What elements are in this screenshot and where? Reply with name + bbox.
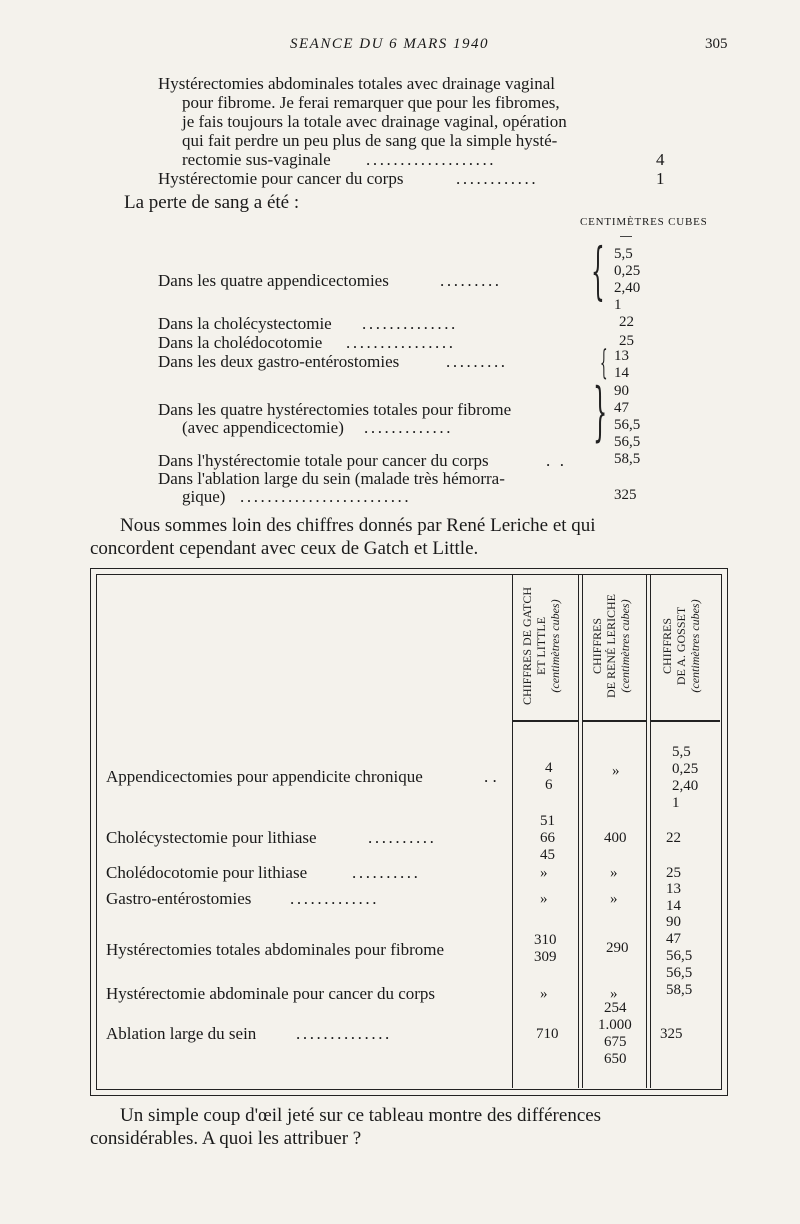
paragraph-1-line-1: Nous sommes loin des chiffres donnés par René Leriche et qui: [120, 515, 596, 536]
intro-line-6: Hystérectomie pour cancer du corps: [158, 169, 404, 188]
unit-rule: [620, 236, 632, 237]
loss-label-sein-2: gique): [182, 487, 226, 506]
brace-right: }: [593, 375, 608, 449]
loss-value: 58,5: [614, 451, 641, 467]
table-cell: 14: [666, 898, 681, 914]
dot-leader: .........................: [240, 487, 412, 506]
column-header-line: (centimètres cubes): [618, 599, 632, 693]
row-label-cholecystectomie: Cholécystectomie pour lithiase: [106, 828, 317, 847]
table-cell: 5,5: [672, 744, 691, 760]
table-cell: 4: [545, 760, 553, 776]
column-divider: [582, 574, 583, 1088]
row-label-appendicectomies: Appendicectomies pour appendicite chronique: [106, 767, 423, 786]
loss-label-appendicectomies: Dans les quatre appendicectomies: [158, 271, 389, 290]
intro-line-1: Hystérectomies abdominales totales avec drainage vaginal: [158, 74, 555, 93]
loss-label-gastro: Dans les deux gastro-entérostomies: [158, 352, 400, 371]
table-cell: 309: [534, 949, 557, 965]
loss-label-cancer: Dans l'hystérectomie totale pour cancer du corps: [158, 451, 489, 470]
brace-left: {: [591, 234, 605, 307]
table-cell: 290: [606, 940, 629, 956]
table-cell: 400: [604, 830, 627, 846]
column-header-line: CHIFFRES: [660, 617, 674, 675]
dot-leader: . .: [484, 767, 497, 786]
loss-value: 14: [614, 365, 629, 381]
table-cell: 56,5: [666, 948, 693, 964]
column-header-leriche: [590, 576, 632, 716]
row-label-gastro: Gastro-entérostomies: [106, 889, 252, 908]
table-cell: 13: [666, 881, 681, 897]
table-cell: »: [610, 891, 618, 907]
loss-value: 325: [614, 487, 637, 503]
loss-value: 47: [614, 400, 629, 416]
table-cell: 90: [666, 914, 681, 930]
table-cell: 0,25: [672, 761, 699, 777]
intro-line-2: pour fibrome. Je ferai remarquer que pour les fibromes,: [182, 93, 560, 112]
loss-value: 0,25: [614, 263, 641, 279]
dot-leader: ............: [456, 169, 539, 188]
loss-value: 22: [619, 314, 634, 330]
paragraph-2-line-1: Un simple coup d'œil jeté sur ce tableau montre des différences: [120, 1105, 602, 1126]
table-cell: 650: [604, 1051, 627, 1067]
dot-leader: .............: [290, 889, 380, 908]
paragraph-2-line-2: considérables. A quoi les attribuer ?: [90, 1128, 362, 1149]
dot-leader: .........: [440, 271, 502, 290]
column-header-gatch: [520, 576, 562, 716]
column-divider: [512, 574, 513, 1088]
column-header-line: ET LITTLE: [534, 616, 548, 676]
loss-label-choledocotomie: Dans la cholédocotomie: [158, 333, 323, 352]
loss-value: 56,5: [614, 417, 641, 433]
page-number: 305: [705, 36, 728, 52]
loss-value: 2,40: [614, 280, 641, 296]
table-cell: 254: [604, 1000, 627, 1016]
brace-left: {: [600, 343, 608, 383]
table-cell: 1: [672, 795, 680, 811]
table-cell: »: [610, 865, 618, 881]
table-cell: »: [612, 763, 620, 779]
column-header-gosset: [660, 576, 702, 716]
column-divider: [646, 574, 647, 1088]
loss-label-sein-1: Dans l'ablation large du sein (malade très hémorra-: [158, 469, 505, 488]
table-cell: 56,5: [666, 965, 693, 981]
dot-leader: ...................: [366, 150, 497, 169]
row-label-hysterectomies: Hystérectomies totales abdominales pour fibrome: [106, 940, 445, 959]
table-cell: 6: [545, 777, 553, 793]
header-rule: [650, 720, 720, 722]
table-cell: 51: [540, 813, 555, 829]
header-rule: [582, 720, 646, 722]
table-cell: »: [540, 986, 548, 1002]
header-rule: [512, 720, 578, 722]
dot-leader: . .: [546, 451, 567, 470]
table-cell: 710: [536, 1026, 559, 1042]
loss-label-cholecystectomie: Dans la cholécystectomie: [158, 314, 332, 333]
paragraph-1-line-2: concordent cependant avec ceux de Gatch et Little.: [90, 538, 479, 559]
loss-heading: La perte de sang a été :: [124, 192, 300, 213]
table-cell: 325: [660, 1026, 683, 1042]
intro-value-1: 4: [656, 150, 665, 169]
table-cell: »: [540, 865, 548, 881]
column-header-line: DE RENÉ LERICHE: [604, 594, 618, 698]
row-label-cancer: Hystérectomie abdominale pour cancer du corps: [106, 984, 436, 1003]
table-cell: 675: [604, 1034, 627, 1050]
unit-header: CENTIMÈTRES CUBES: [580, 216, 708, 228]
row-label-sein: Ablation large du sein: [106, 1024, 257, 1043]
table-cell: 45: [540, 847, 555, 863]
loss-value: 90: [614, 383, 629, 399]
table-cell: »: [540, 891, 548, 907]
table-cell: 310: [534, 932, 557, 948]
loss-value: 1: [614, 297, 622, 313]
table-cell: 2,40: [672, 778, 699, 794]
intro-line-5: rectomie sus-vaginale: [182, 150, 331, 169]
dot-leader: ..........: [352, 863, 421, 882]
table-cell: 47: [666, 931, 681, 947]
loss-label-hysterectomies-1: Dans les quatre hystérectomies totales pour fibrome: [158, 400, 512, 419]
dot-leader: ..........: [368, 828, 437, 847]
loss-value: 56,5: [614, 434, 641, 450]
loss-value: 5,5: [614, 246, 633, 262]
column-divider: [578, 574, 579, 1088]
dot-leader: ..............: [362, 314, 458, 333]
column-header-line: (centimètres cubes): [688, 599, 702, 693]
table-cell: 22: [666, 830, 681, 846]
intro-line-4: qui fait perdre un peu plus de sang que la simple hysté-: [182, 131, 558, 150]
row-label-choledocotomie: Cholédocotomie pour lithiase: [106, 863, 308, 882]
table-cell: 58,5: [666, 982, 693, 998]
intro-value-2: 1: [656, 169, 665, 188]
table-cell: 25: [666, 865, 681, 881]
table-cell: 1.000: [598, 1017, 632, 1033]
column-header-line: CHIFFRES: [590, 617, 604, 675]
column-divider: [650, 574, 651, 1088]
dot-leader: .........: [446, 352, 508, 371]
dot-leader: ..............: [296, 1024, 392, 1043]
loss-value: 13: [614, 348, 629, 364]
column-header-line: CHIFFRES DE GATCH: [520, 586, 534, 706]
column-header-line: (centimètres cubes): [548, 599, 562, 693]
column-header-line: DE A. GOSSET: [674, 606, 688, 686]
loss-label-hysterectomies-2: (avec appendicectomie): [182, 418, 344, 437]
dot-leader: .............: [364, 418, 454, 437]
table-cell: 66: [540, 830, 555, 846]
loss-value: 25: [619, 333, 634, 349]
dot-leader: ................: [346, 333, 456, 352]
intro-line-3: je fais toujours la totale avec drainage vaginal, opération: [182, 112, 567, 131]
table-cell: »: [610, 986, 618, 1002]
running-title: SEANCE DU 6 MARS 1940: [290, 36, 489, 52]
